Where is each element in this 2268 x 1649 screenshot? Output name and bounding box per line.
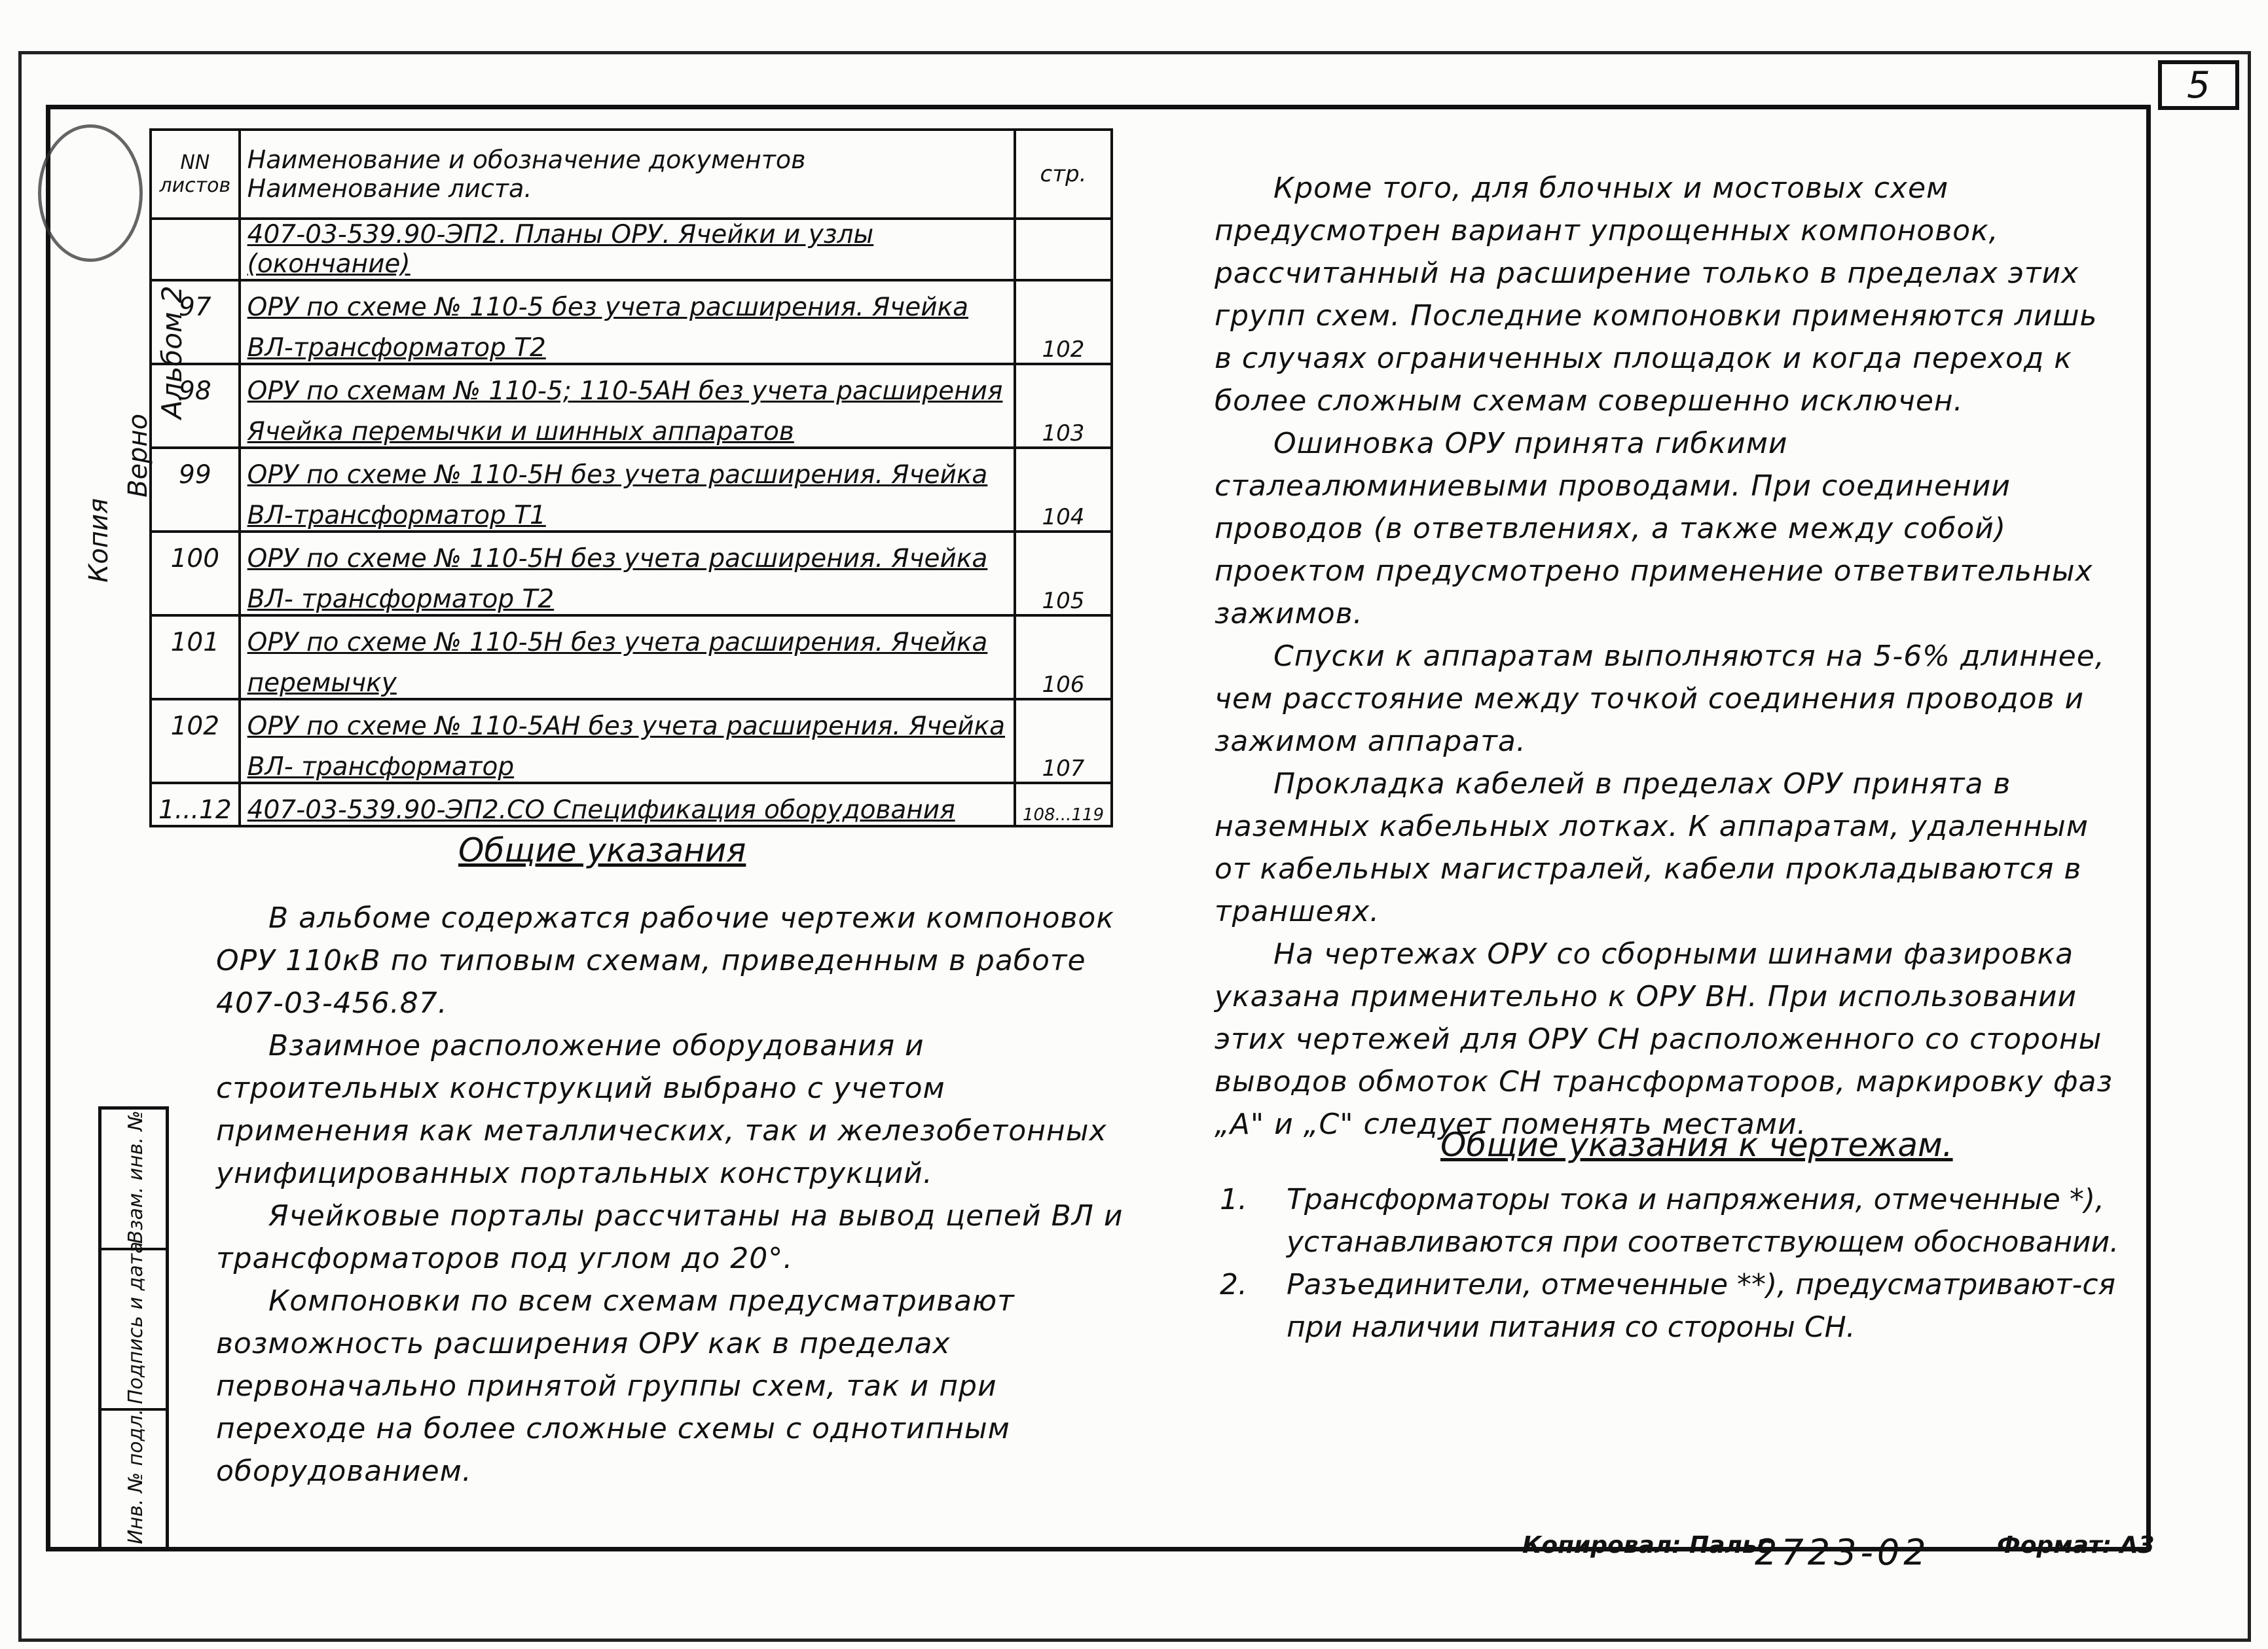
side-verified-label: Верно bbox=[123, 413, 153, 498]
paragraph: Ошиновка ОРУ принята гибкими сталеалюминиевыми проводами. При соединении проводов (в ответвлениях, а также между собой) проектом предусмотрено применение ответвительных зажимов. bbox=[1215, 427, 2093, 630]
table-row: 98 ОРУ по схемам № 110-5; 110-5АН без учета расширения bbox=[151, 364, 1112, 406]
table-row-continued: Ячейка перемычки и шинных аппаратов 103 bbox=[151, 406, 1112, 448]
strip-cell-inv-orig: Инв. № подл. bbox=[124, 1409, 147, 1544]
side-annotations bbox=[58, 131, 188, 583]
paragraph: Взаимное расположение оборудования и строительных конструкций выбрано с учетом применения как металлических, так и железобетонных унифицированных портальных конструкций. bbox=[216, 1029, 1107, 1190]
documents-table bbox=[149, 128, 1113, 827]
paragraph: Кроме того, для блочных и мостовых схем предусмотрен вариант упрощенных компоновок, рассчитанный на расширение только в пределах этих групп схем. Последние компоновки применяются лишь в случаях ограниченных площадок и когда переход к более сложным схемам совершенно исключен. bbox=[1215, 172, 2098, 418]
document-number: 2723-02 bbox=[1755, 1532, 1930, 1573]
table-row: 1...12 407-03-539.90-ЭП2.СО Спецификация оборудования 108...119 bbox=[151, 783, 1112, 826]
note-item: 1. Трансформаторы тока и напряжения, отмеченные *), устанавливаются при соответствующем обосновании. bbox=[1220, 1183, 2119, 1259]
format-label: Формат: А3 bbox=[1997, 1532, 2155, 1559]
general-instructions-left bbox=[216, 897, 1126, 1493]
table-row: 99 ОРУ по схеме № 110-5Н без учета расширения. Ячейка bbox=[151, 448, 1112, 490]
table-row-continued: ВЛ-трансформатор Т2 102 bbox=[151, 322, 1112, 364]
drawing-notes-title: Общие указания к чертежам. bbox=[1440, 1126, 1953, 1164]
table-header-row bbox=[151, 130, 1112, 219]
strip-cell-sign-date: Подпись и дата bbox=[101, 1250, 166, 1411]
table-row-continued: перемычку 106 bbox=[151, 657, 1112, 699]
drawing-notes-list bbox=[1215, 1178, 2131, 1349]
copied-by-label: Копировал: Пальс bbox=[1522, 1532, 1772, 1559]
table-row-continued: ВЛ- трансформатор Т2 105 bbox=[151, 573, 1112, 615]
note-item: 2. Разъединители, отмеченные **), предусматривают-ся при наличии питания со стороны СН. bbox=[1220, 1268, 2116, 1344]
paragraph: На чертежах ОРУ со сборными шинами фазировка указана применительно к ОРУ ВН. При использовании этих чертежей для ОРУ СН расположенного со стороны выводов обмоток СН трансформаторов, маркировку фаз „А" и „С" следует поменять местами. bbox=[1215, 937, 2113, 1141]
sheet-number: 5 bbox=[2158, 60, 2239, 110]
seal-stamp bbox=[38, 124, 143, 262]
strip-cell-replace-inv: Взам. инв. № bbox=[101, 1110, 166, 1250]
paragraph: Ячейковые порталы рассчитаны на вывод цепей ВЛ и трансформаторов под углом до 20°. bbox=[216, 1199, 1124, 1275]
paragraph: Спуски к аппаратам выполняются на 5-6% длиннее, чем расстояние между точкой соединения проводов и зажимом аппарата. bbox=[1215, 640, 2105, 758]
table-row: 97 ОРУ по схеме № 110-5 без учета расширения. Ячейка bbox=[151, 280, 1112, 322]
title-strip bbox=[98, 1106, 169, 1551]
paragraph: Прокладка кабелей в пределах ОРУ принята в наземных кабельных лотках. К аппаратам, удаленным от кабельных магистралей, кабели прокладываются в траншеях. bbox=[1215, 767, 2089, 928]
col-header-name: Наименование и обозначение документов Наименование листа. bbox=[240, 130, 1015, 219]
paragraph: В альбоме содержатся рабочие чертежи компоновок ОРУ 110кВ по типовым схемам, приведенным в работе 407-03-456.87. bbox=[216, 901, 1114, 1020]
general-instructions-title: Общие указания bbox=[458, 831, 746, 869]
side-copy-label: Копия bbox=[84, 498, 114, 583]
col-header-num: NN листов bbox=[151, 130, 240, 219]
table-row-continued: ВЛ- трансформатор 107 bbox=[151, 741, 1112, 783]
side-album-label: Альбом 2 bbox=[156, 285, 188, 419]
table-row-continued: ВЛ-трансформатор Т1 104 bbox=[151, 490, 1112, 532]
paragraph: Компоновки по всем схемам предусматривают возможность расширения ОРУ как в пределах первоначально принятой группы схем, так и при переходе на более сложные схемы с однотипным оборудованием. bbox=[216, 1284, 1015, 1488]
table-row: 101 ОРУ по схеме № 110-5Н без учета расширения. Ячейка bbox=[151, 615, 1112, 657]
table-row: 100 ОРУ по схеме № 110-5Н без учета расширения. Ячейка bbox=[151, 532, 1112, 573]
table-row: 102 ОРУ по схеме № 110-5АН без учета расширения. Ячейка bbox=[151, 699, 1112, 741]
general-instructions-right bbox=[1215, 167, 2118, 1146]
table-row: 407-03-539.90-ЭП2. Планы ОРУ. Ячейки и узлы (окончание) bbox=[151, 219, 1112, 280]
col-header-page: стр. bbox=[1015, 130, 1112, 219]
